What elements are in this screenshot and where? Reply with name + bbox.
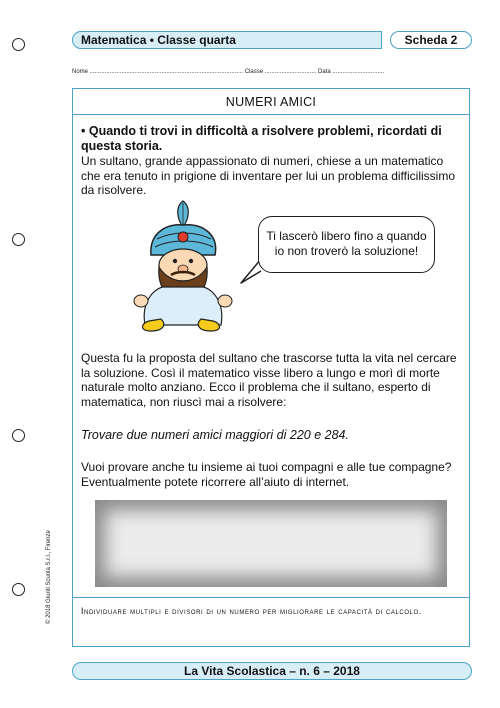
title-divider (73, 114, 469, 115)
binder-hole-1 (12, 38, 25, 51)
header (72, 31, 472, 51)
sultan-illustration (111, 193, 251, 333)
speech-line-1: Ti lascerò libero fino a quando (266, 229, 427, 243)
copyright-note: © 2018 Giunti Scuola S.r.l., Firenze (46, 530, 52, 624)
binder-hole-2 (12, 233, 25, 246)
sheet-label: Scheda 2 (390, 31, 472, 49)
story-text: Questa fu la proposta del sultano che trascorse tutta la vita nel cercare la soluzione. Così il matematico visse libero a lungo e morì di morte naturale molto anziano. Ecco il problema che il sultano, esperto di matematica, non riuscì mai a risolvere: (81, 351, 457, 409)
binder-hole-3 (12, 429, 25, 442)
learning-objective: Individuare multipli e divisori di un numero per migliorare le capacità di calcolo. (81, 606, 422, 616)
page-title: NUMERI AMICI (225, 95, 317, 109)
speech-bubble (258, 216, 435, 273)
worksheet-box (72, 88, 470, 647)
footer: La Vita Scolastica – n. 6 – 2018 (72, 662, 472, 680)
name-class-date-line: Nome ............................................................................................ Classe ............................... Data ............................... (72, 69, 385, 75)
problem-text: Trovare due numeri amici maggiori di 220 e 284. (81, 428, 349, 442)
binder-hole-4 (12, 583, 25, 596)
speech-line-2: io non troverò la soluzione! (274, 244, 419, 258)
caption-divider (73, 597, 469, 598)
question-text: Vuoi provare anche tu insieme ai tuoi compagni e alle tue compagne? Eventualmente potete ricorrere all’aiuto di internet. (81, 460, 452, 489)
intro-text: Un sultano, grande appassionato di numeri, chiese a un matematico che era tenuto in prigione di inventare per lui un problema difficilissimo da risolvere. (81, 154, 455, 198)
intro-bold: • Quando ti trovi in difficoltà a risolvere problemi, ricordati di questa storia. (81, 124, 442, 153)
answer-area[interactable] (95, 500, 447, 587)
subject-label: Matematica • Classe quarta (72, 31, 382, 49)
